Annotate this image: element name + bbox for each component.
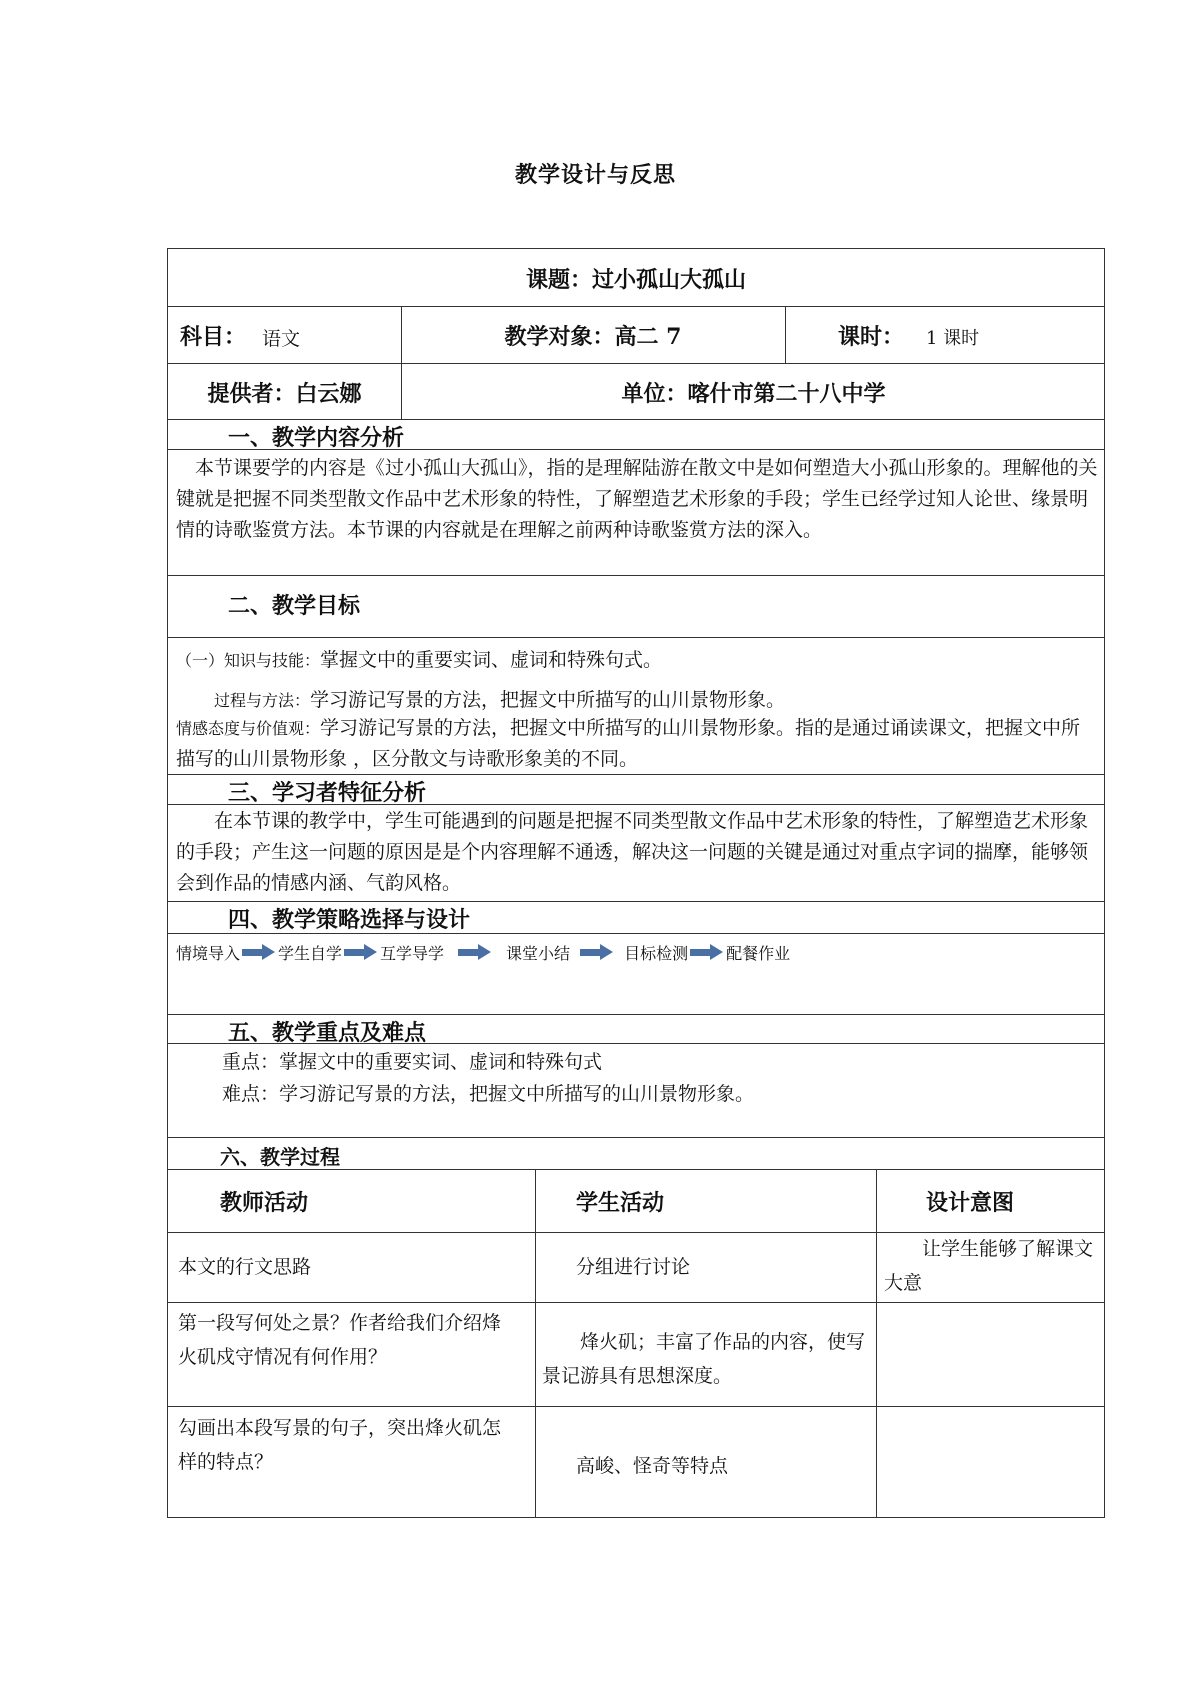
rule <box>168 1302 1104 1303</box>
rule <box>168 901 1104 902</box>
process-header-student: 学生活动 <box>576 1191 665 1216</box>
rule <box>168 1137 1104 1138</box>
goal-attitude <box>176 713 1098 775</box>
flow-step: 配餐作业 <box>726 943 791 963</box>
section-strategy-title: 四、教学策略选择与设计 <box>228 907 471 933</box>
subject-value: 语文 <box>262 328 301 350</box>
document-title: 教学设计与反思 <box>514 162 676 188</box>
rule <box>168 575 1104 576</box>
rule <box>168 419 1104 420</box>
table-cell: 高峻、怪奇等特点 <box>576 1455 729 1477</box>
right-arrow-icon <box>242 946 276 958</box>
flow-step: 学生自学 <box>278 943 343 963</box>
section-content-analysis-title: 一、教学内容分析 <box>228 425 405 451</box>
rule <box>535 1169 536 1517</box>
flow-step: 情境导入 <box>176 943 241 963</box>
flow-step: 互学导学 <box>380 943 445 963</box>
key-difficulty: 难点：学习游记写景的方法，把握文中所描写的山川景物形象。 <box>222 1083 755 1105</box>
table-cell: 分组进行讨论 <box>576 1256 691 1278</box>
goal-process-text: 学习游记写景的方法，把握文中所描写的山川景物形象。 <box>310 689 786 711</box>
right-arrow-icon <box>580 946 614 958</box>
rule <box>168 363 1104 364</box>
rule <box>876 1169 877 1517</box>
goal-knowledge-label: （一）知识与技能： <box>176 651 321 670</box>
rule <box>168 1406 1104 1407</box>
content-analysis-text: 本节课要学的内容是《过小孤山大孤山》，指的是理解陆游在散文中是如何塑造大小孤山形象的。理解他的关键就是把握不同类型散文作品中艺术形象的特性，了解塑造艺术形象的手段；学生已经学过知人论世、缘景明情的诗歌鉴赏方法。本节课的内容就是在理解之前两种诗歌鉴赏方法的深入。 <box>176 457 1098 541</box>
goal-knowledge-text: 掌握文中的重要实词、虚词和特殊句式。 <box>320 649 663 671</box>
hours-label: 课时： <box>838 324 905 350</box>
section-learner-title: 三、学习者特征分析 <box>228 780 427 806</box>
unit: 单位：喀什市第二十八中学 <box>621 381 886 407</box>
provider: 提供者：白云娜 <box>207 381 362 407</box>
table-cell: 烽火矶；丰富了作品的内容，使写景记游具有思想深度。 <box>542 1331 866 1387</box>
topic-title: 课题：过小孤山大孤山 <box>525 267 746 293</box>
subject-label: 科目： <box>180 324 247 350</box>
section-process-title: 六、教学过程 <box>220 1145 340 1169</box>
flow-step: 课堂小结 <box>506 943 571 963</box>
section-key-points-title: 五、教学重点及难点 <box>228 1020 427 1046</box>
process-header-teacher: 教师活动 <box>220 1191 309 1216</box>
hours-value: 1 课时 <box>926 328 980 349</box>
right-arrow-icon <box>458 946 492 958</box>
flow-step: 目标检测 <box>624 943 689 963</box>
lesson-plan-table <box>167 248 1105 1518</box>
learner-analysis-text: 在本节课的教学中，学生可能遇到的问题是把握不同类型散文作品中艺术形象的特性，了解塑造艺术形象的手段；产生这一问题的原因是是个内容理解不通透，解决这一问题的关键是通过对重点字词的揣摩，能够领会到作品的情感内涵、气韵风格。 <box>176 810 1089 894</box>
goal-process-label: 过程与方法： <box>214 691 311 710</box>
rule <box>168 637 1104 638</box>
goal-attitude-label: 情感态度与价值观： <box>176 719 321 738</box>
rule <box>785 306 786 363</box>
key-focus: 重点：掌握文中的重要实词、虚词和特殊句式 <box>222 1051 603 1073</box>
rule <box>168 1014 1104 1015</box>
section-goals-title: 二、教学目标 <box>228 593 361 619</box>
right-arrow-icon <box>344 946 378 958</box>
goal-knowledge <box>176 645 662 672</box>
audience: 教学对象：高二 7 <box>504 324 682 350</box>
table-cell: 本文的行文思路 <box>178 1256 312 1278</box>
right-arrow-icon <box>690 946 724 958</box>
table-cell: 第一段写何处之景？作者给我们介绍烽火矶戍守情况有何作用？ <box>178 1312 502 1368</box>
table-cell: 让学生能够了解课文大意 <box>884 1238 1094 1294</box>
rule <box>168 306 1104 307</box>
strategy-flow <box>176 937 790 967</box>
process-header-intent: 设计意图 <box>926 1191 1015 1216</box>
goal-process <box>214 685 785 712</box>
table-cell: 勾画出本段写景的句子，突出烽火矶怎样的特点？ <box>178 1417 502 1473</box>
goal-attitude-text: 学习游记写景的方法，把握文中所描写的山川景物形象。指的是通过诵读课文，把握文中所描写的山川景物形象 ，区分散文与诗歌形象美的不同。 <box>176 717 1081 770</box>
